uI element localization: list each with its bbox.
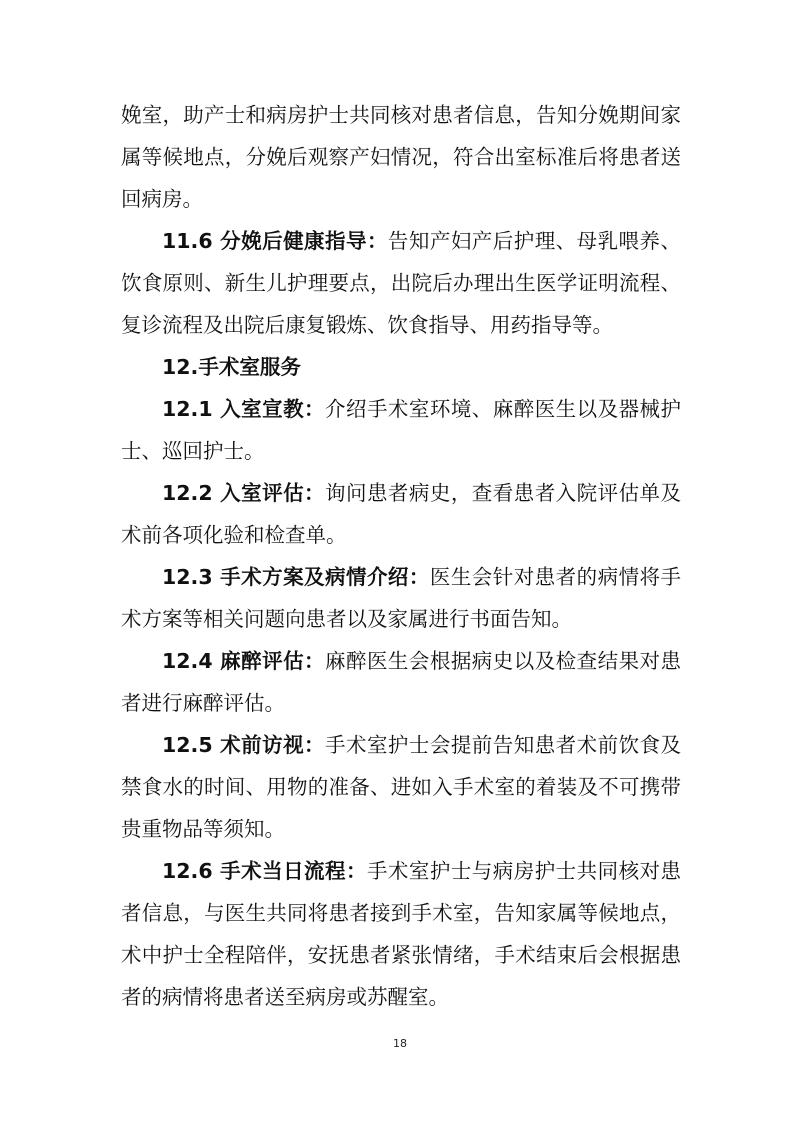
paragraph-12-2	[121, 472, 681, 556]
paragraph-12-3	[121, 556, 681, 640]
paragraph-text: 手术室护士与病房护士共同核对患者信息，与医生共同将患者接到手术室，告知家属等候地点，术中护士全程陪伴，安抚患者紧张情绪，手术结束后会根据患者的病情将患者送至病房或苏醒室。	[121, 859, 682, 1009]
paragraph-heading: 12.3 手术方案及病情介绍：	[162, 565, 430, 589]
paragraph-heading: 12.6 手术当日流程：	[162, 859, 367, 883]
paragraph-text: 麻醉医生会根据病史以及检查结果对患者进行麻醉评估。	[121, 649, 682, 715]
paragraph-12-5	[121, 724, 681, 850]
paragraph-text: 医生会针对患者的病情将手术方案等相关问题向患者以及家属进行书面告知。	[121, 565, 681, 631]
section-heading-12	[121, 346, 681, 388]
paragraph-text: 介绍手术室环境、麻醉医生以及器械护士、巡回护士。	[121, 397, 682, 463]
paragraph-heading: 11.6 分娩后健康指导：	[162, 229, 388, 253]
section-title: 12.手术室服务	[162, 355, 301, 379]
paragraph-heading: 12.1 入室宣教：	[162, 397, 326, 421]
paragraph-12-4	[121, 640, 681, 724]
paragraph-heading: 12.4 麻醉评估：	[162, 649, 326, 673]
page-number: 18	[393, 1037, 407, 1050]
paragraph-text: 询问患者病史，查看患者入院评估单及术前各项化验和检查单。	[121, 481, 682, 547]
paragraph-11-6	[121, 220, 681, 346]
paragraph-text: 娩室，助产士和病房护士共同核对患者信息，告知分娩期间家属等候地点，分娩后观察产妇情况，符合出室标准后将患者送回病房。	[121, 103, 681, 211]
page-body	[121, 94, 681, 1018]
paragraph-heading: 12.2 入室评估：	[162, 481, 326, 505]
paragraph-text: 手术室护士会提前告知患者术前饮食及禁食水的时间、用物的准备、进如入手术室的着装及不可携带贵重物品等须知。	[121, 733, 682, 841]
paragraph-heading: 12.5 术前访视：	[162, 733, 326, 757]
paragraph-text: 告知产妇产后护理、母乳喂养、饮食原则、新生儿护理要点，出院后办理出生医学证明流程、复诊流程及出院后康复锻炼、饮食指导、用药指导等。	[121, 229, 681, 337]
paragraph-12-6	[121, 850, 681, 1018]
paragraph-continuation	[121, 94, 681, 220]
paragraph-12-1	[121, 388, 681, 472]
